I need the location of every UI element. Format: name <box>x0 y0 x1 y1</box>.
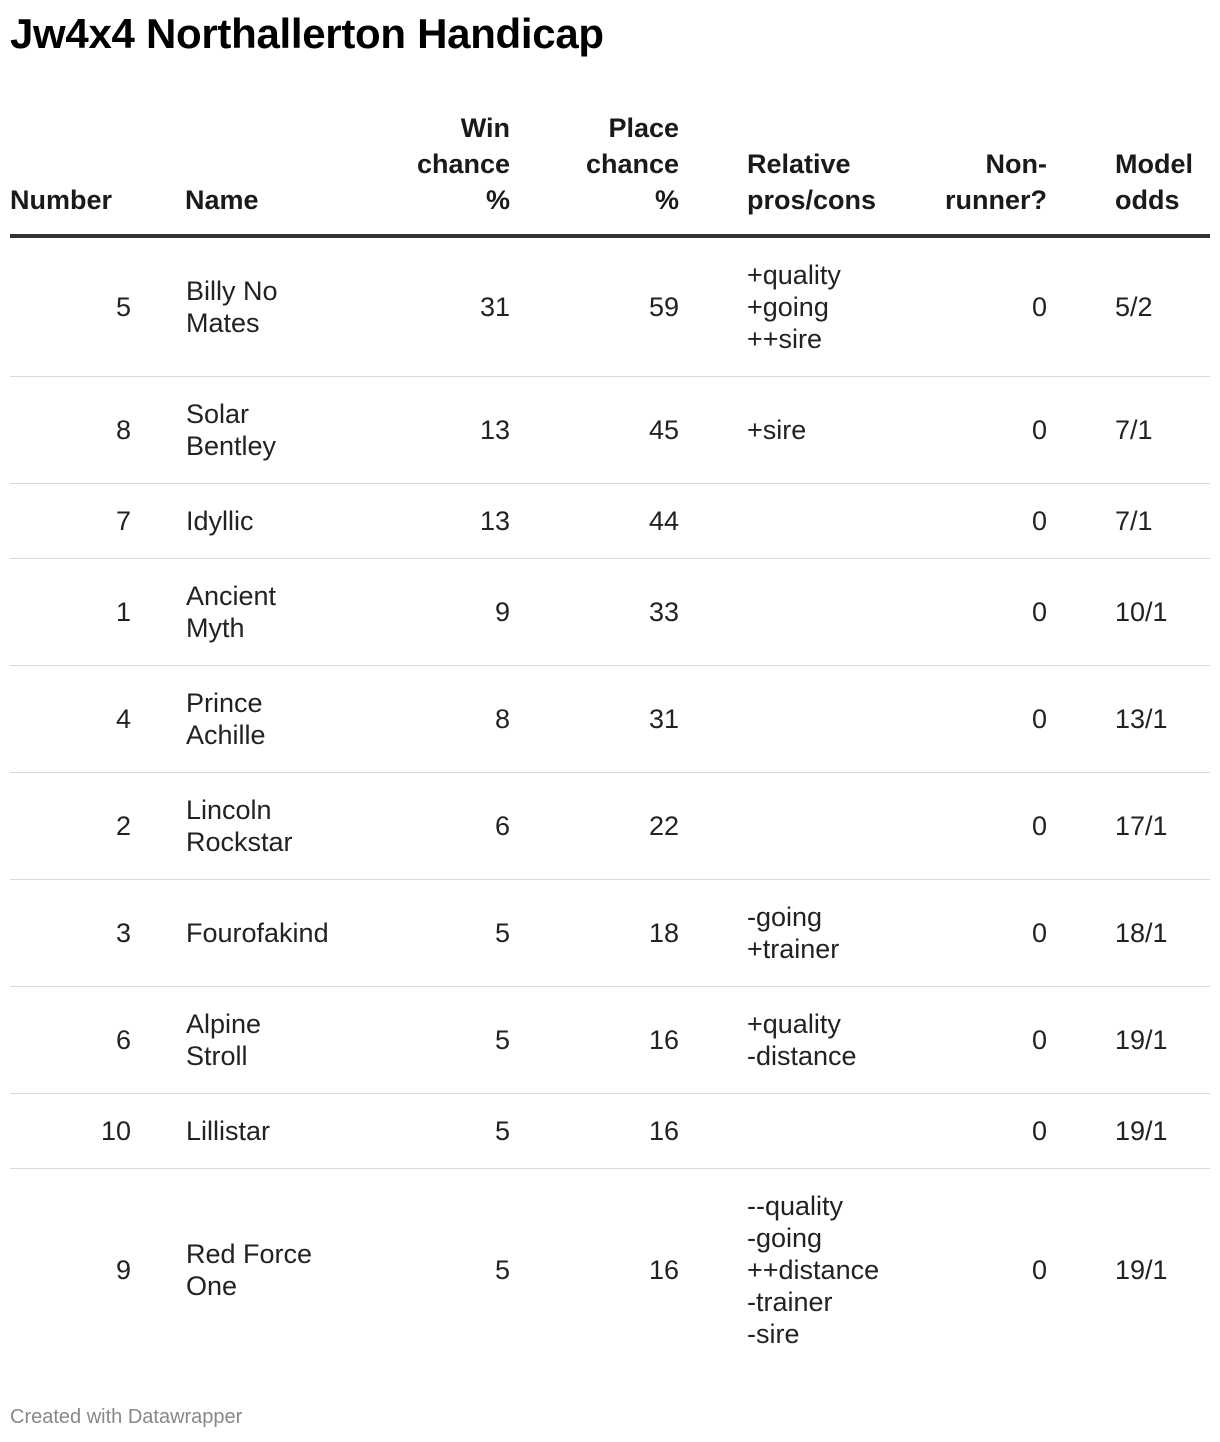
cell-win-chance: 5 <box>350 987 518 1094</box>
cell-name: Lillistar <box>185 1094 350 1169</box>
cell-relative-pros-cons: --quality -going ++distance -trainer -sire <box>747 1191 880 1349</box>
cell-relative-pros-cons: +quality -distance <box>687 987 885 1094</box>
cell-relative-pros-cons <box>687 484 885 559</box>
cell-win-chance: 13 <box>350 484 518 559</box>
header-relative-pros-cons[interactable]: Relative pros/cons <box>687 110 885 236</box>
cell-number: 10 <box>10 1094 185 1169</box>
cell-non-runner: 0 <box>885 1094 1055 1169</box>
cell-model-odds: 19/1 <box>1115 1255 1168 1285</box>
cell-place-chance: 16 <box>518 1094 687 1169</box>
cell-place-chance: 18 <box>518 880 687 987</box>
cell-name: Alpine Stroll <box>185 987 350 1094</box>
cell-win-chance: 5 <box>494 1255 510 1285</box>
cell-number: 6 <box>10 987 185 1094</box>
cell-model-odds: 19/1 <box>1055 987 1210 1094</box>
cell-non-runner: 0 <box>1031 1255 1047 1285</box>
cell-non-runner: 0 <box>885 773 1055 880</box>
cell-model-odds: 18/1 <box>1055 880 1210 987</box>
cell-non-runner: 0 <box>885 559 1055 666</box>
cell-place-chance: 31 <box>518 666 687 773</box>
table-row <box>10 236 1210 377</box>
cell-model-odds: 7/1 <box>1055 484 1210 559</box>
cell-non-runner: 0 <box>885 484 1055 559</box>
cell-model-odds: 13/1 <box>1055 666 1210 773</box>
cell-place-chance: 33 <box>518 559 687 666</box>
page-title: Jw4x4 Northallerton Handicap <box>10 10 604 57</box>
race-table <box>10 110 1210 1371</box>
table-body <box>10 236 1210 1371</box>
cell-win-chance: 8 <box>350 666 518 773</box>
header-non-runner[interactable]: Non- runner? <box>885 110 1055 236</box>
cell-win-chance: 5 <box>350 880 518 987</box>
cell-name: Fourofakind <box>185 880 350 987</box>
table-row <box>10 559 1210 666</box>
cell-name: Red Force One <box>186 1239 313 1301</box>
header-win-chance[interactable]: Win chance % <box>350 110 518 236</box>
table-row <box>10 987 1210 1094</box>
cell-name: Prince Achille <box>185 666 350 773</box>
cell-place-chance: 45 <box>518 377 687 484</box>
cell-number: 4 <box>10 666 185 773</box>
cell-relative-pros-cons: -going +trainer <box>687 880 885 987</box>
cell-relative-pros-cons: +quality +going ++sire <box>687 236 885 377</box>
table-row <box>10 1169 1210 1372</box>
cell-win-chance: 9 <box>350 559 518 666</box>
cell-non-runner: 0 <box>885 880 1055 987</box>
cell-number: 7 <box>10 484 185 559</box>
cell-name: Solar Bentley <box>185 377 350 484</box>
header-place-chance[interactable]: Place chance % <box>518 110 687 236</box>
cell-number: 9 <box>115 1255 131 1285</box>
header-name[interactable]: Name <box>185 110 350 236</box>
cell-relative-pros-cons: +sire <box>687 377 885 484</box>
cell-place-chance: 59 <box>518 236 687 377</box>
cell-relative-pros-cons <box>687 666 885 773</box>
cell-name: Lincoln Rockstar <box>185 773 350 880</box>
cell-relative-pros-cons <box>687 559 885 666</box>
table-header <box>10 110 1210 236</box>
header-number[interactable]: Number <box>10 110 185 236</box>
cell-model-odds: 17/1 <box>1055 773 1210 880</box>
cell-model-odds: 10/1 <box>1055 559 1210 666</box>
cell-non-runner: 0 <box>885 987 1055 1094</box>
cell-name: Ancient Myth <box>185 559 350 666</box>
cell-non-runner: 0 <box>885 236 1055 377</box>
cell-place-chance: 16 <box>518 987 687 1094</box>
cell-number: 5 <box>10 236 185 377</box>
cell-name: Billy No Mates <box>185 236 350 377</box>
cell-win-chance: 13 <box>350 377 518 484</box>
cell-number: 8 <box>10 377 185 484</box>
table-row <box>10 666 1210 773</box>
cell-model-odds: 7/1 <box>1055 377 1210 484</box>
cell-number: 2 <box>10 773 185 880</box>
table-row <box>10 880 1210 987</box>
cell-win-chance: 6 <box>350 773 518 880</box>
cell-name: Idyllic <box>185 484 350 559</box>
cell-place-chance: 16 <box>648 1255 679 1285</box>
table-row <box>10 377 1210 484</box>
cell-number: 3 <box>10 880 185 987</box>
cell-relative-pros-cons <box>687 773 885 880</box>
table-row <box>10 484 1210 559</box>
cell-place-chance: 44 <box>518 484 687 559</box>
cell-win-chance: 31 <box>350 236 518 377</box>
table-row <box>10 1094 1210 1169</box>
header-row <box>10 110 1210 236</box>
table-row <box>10 773 1210 880</box>
cell-non-runner: 0 <box>885 666 1055 773</box>
header-model-odds[interactable]: Model odds <box>1055 110 1210 236</box>
footer-credit: Created with Datawrapper <box>10 1406 243 1428</box>
cell-win-chance: 5 <box>350 1094 518 1169</box>
cell-place-chance: 22 <box>518 773 687 880</box>
cell-model-odds: 5/2 <box>1055 236 1210 377</box>
cell-non-runner: 0 <box>885 377 1055 484</box>
cell-number: 1 <box>10 559 185 666</box>
cell-relative-pros-cons <box>687 1094 885 1169</box>
cell-model-odds: 19/1 <box>1055 1094 1210 1169</box>
